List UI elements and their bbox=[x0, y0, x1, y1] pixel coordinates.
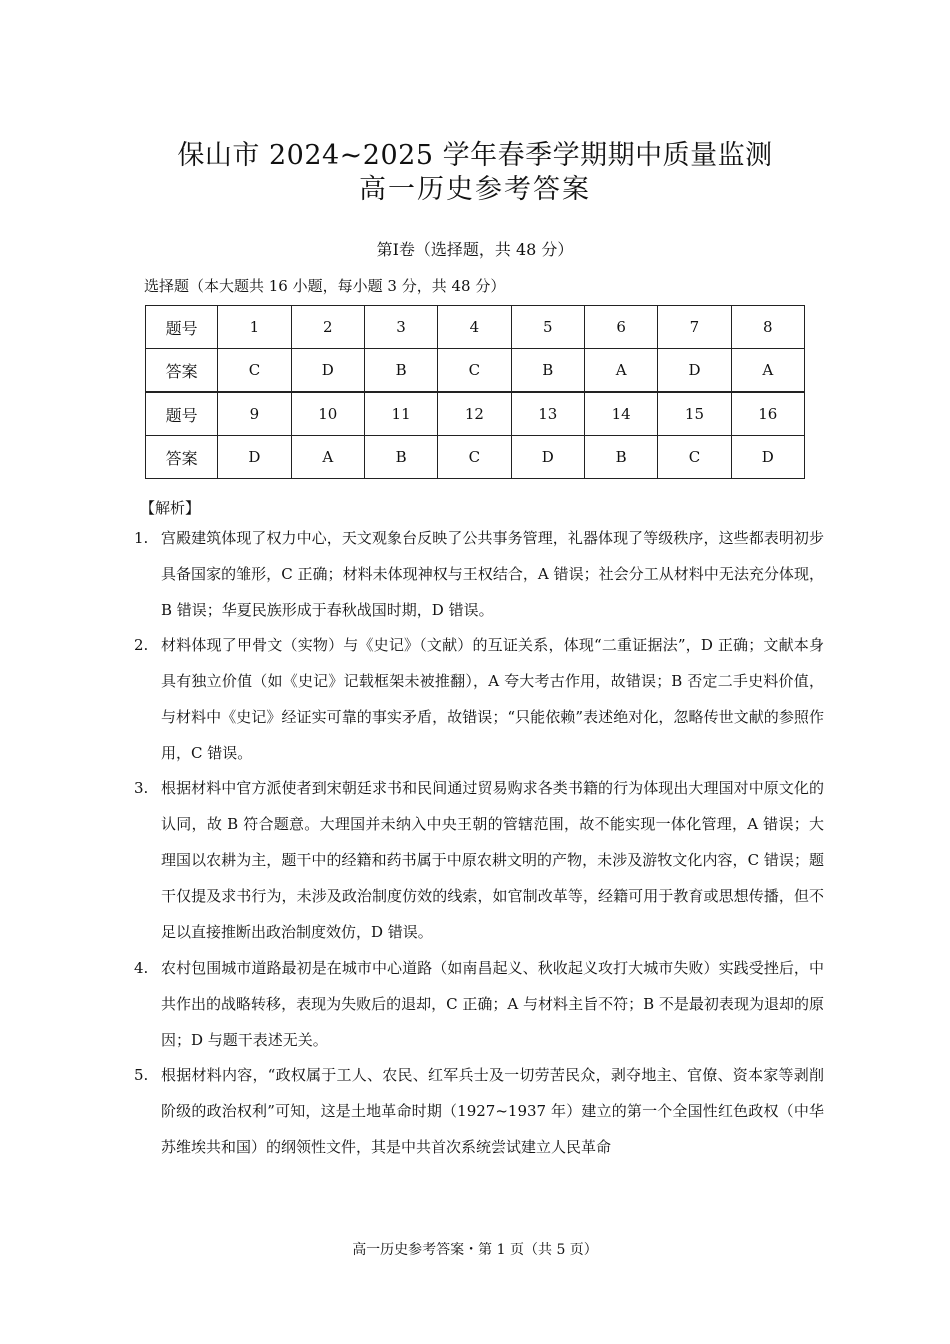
question-number: 15 bbox=[658, 392, 731, 436]
question-number: 9 bbox=[218, 392, 291, 436]
question-number: 13 bbox=[511, 392, 584, 436]
answer-table bbox=[145, 305, 805, 479]
answer-cell: C bbox=[218, 349, 291, 393]
answer-cell: B bbox=[584, 436, 657, 479]
answer-cell: D bbox=[658, 349, 731, 393]
section-title: 第Ⅰ卷（选择题，共 48 分） bbox=[376, 240, 574, 259]
page-footer: 高一历史参考答案・第 1 页（共 5 页） bbox=[352, 1242, 598, 1258]
answer-cell: B bbox=[364, 436, 437, 479]
analysis-item-4 bbox=[134, 950, 824, 1058]
question-number: 16 bbox=[731, 392, 804, 436]
answer-cell: C bbox=[438, 436, 511, 479]
question-number: 1 bbox=[218, 306, 291, 349]
document-title: 保山市 2024~2025 学年春季学期期中质量监测 bbox=[177, 140, 773, 171]
answer-cell: D bbox=[511, 436, 584, 479]
question-number-row bbox=[146, 306, 805, 349]
answer-cell: B bbox=[511, 349, 584, 393]
document-subtitle: 高一历史参考答案 bbox=[359, 174, 591, 205]
row-label-answer: 答案 bbox=[146, 349, 218, 393]
item-text: 宫殿建筑体现了权力中心，天文观象台反映了公共事务管理，礼器体现了等级秩序，这些都表明初步具备国家的雏形，C 正确；材料未体现神权与王权结合，A 错误；社会分工从材料中无法充分体现，B 错误；华夏民族形成于春秋战国时期，D 错误。 bbox=[161, 529, 824, 619]
item-number: 1. bbox=[134, 529, 149, 547]
item-text: 根据材料内容，“政权属于工人、农民、红军兵士及一切劳苦民众，剥夺地主、官僚、资本家等剥削阶级的政治权利”可知，这是土地革命时期（1927~1937 年）建立的第一个全国性红色政权（中华苏维埃共和国）的纲领性文件，其是中共首次系统尝试建立人民革命 bbox=[161, 1066, 824, 1156]
multiple-choice-heading: 选择题（本大题共 16 小题，每小题 3 分，共 48 分） bbox=[144, 277, 506, 295]
question-number: 6 bbox=[584, 306, 657, 349]
question-number: 5 bbox=[511, 306, 584, 349]
question-number: 3 bbox=[364, 306, 437, 349]
analysis-item-1 bbox=[134, 520, 824, 628]
question-number: 12 bbox=[438, 392, 511, 436]
analysis-item-2 bbox=[134, 627, 824, 771]
analysis-label: 【解析】 bbox=[140, 499, 201, 517]
item-number: 5. bbox=[134, 1066, 149, 1084]
row-label-answer: 答案 bbox=[146, 436, 218, 479]
item-text: 材料体现了甲骨文（实物）与《史记》（文献）的互证关系，体现“二重证据法”，D 正确；文献本身具有独立价值（如《史记》记载框架未被推翻），A 夸大考古作用，故错误；B 否定二手史料价值，与材料中《史记》经证实可靠的事实矛盾，故错误；“只能依赖”表述绝对化，忽略传世文献的参照作用，C 错误。 bbox=[161, 636, 824, 762]
answer-cell: A bbox=[731, 349, 804, 393]
answer-row bbox=[146, 349, 805, 393]
question-number: 14 bbox=[584, 392, 657, 436]
question-number: 8 bbox=[731, 306, 804, 349]
analysis-item-3 bbox=[134, 770, 824, 950]
item-number: 2. bbox=[134, 636, 149, 654]
question-number: 2 bbox=[291, 306, 364, 349]
item-number: 4. bbox=[134, 959, 149, 977]
answer-cell: C bbox=[658, 436, 731, 479]
item-number: 3. bbox=[134, 779, 149, 797]
answer-cell: D bbox=[218, 436, 291, 479]
question-number: 10 bbox=[291, 392, 364, 436]
question-number-row bbox=[146, 392, 805, 436]
answer-cell: C bbox=[438, 349, 511, 393]
answer-cell: D bbox=[291, 349, 364, 393]
answer-row bbox=[146, 436, 805, 479]
question-number: 7 bbox=[658, 306, 731, 349]
answer-cell: B bbox=[364, 349, 437, 393]
row-label-question: 题号 bbox=[146, 392, 218, 436]
item-text: 农村包围城市道路最初是在城市中心道路（如南昌起义、秋收起义攻打大城市失败）实践受挫后，中共作出的战略转移，表现为失败后的退却，C 正确；A 与材料主旨不符；B 不是最初表现为退却的原因；D 与题干表述无关。 bbox=[161, 959, 824, 1049]
question-number: 4 bbox=[438, 306, 511, 349]
answer-cell: A bbox=[584, 349, 657, 393]
row-label-question: 题号 bbox=[146, 306, 218, 349]
question-number: 11 bbox=[364, 392, 437, 436]
item-text: 根据材料中官方派使者到宋朝廷求书和民间通过贸易购求各类书籍的行为体现出大理国对中原文化的认同，故 B 符合题意。大理国并未纳入中央王朝的管辖范围，故不能实现一体化管理，A 错误；大理国以农耕为主，题干中的经籍和药书属于中原农耕文明的产物，未涉及游牧文化内容，C 错误；题干仅提及求书行为，未涉及政治制度仿效的线索，如官制改革等，经籍可用于教育或思想传播，但不足以直接推断出政治制度效仿，D 错误。 bbox=[161, 779, 824, 941]
answer-cell: D bbox=[731, 436, 804, 479]
analysis-item-5 bbox=[134, 1057, 824, 1165]
answer-cell: A bbox=[291, 436, 364, 479]
